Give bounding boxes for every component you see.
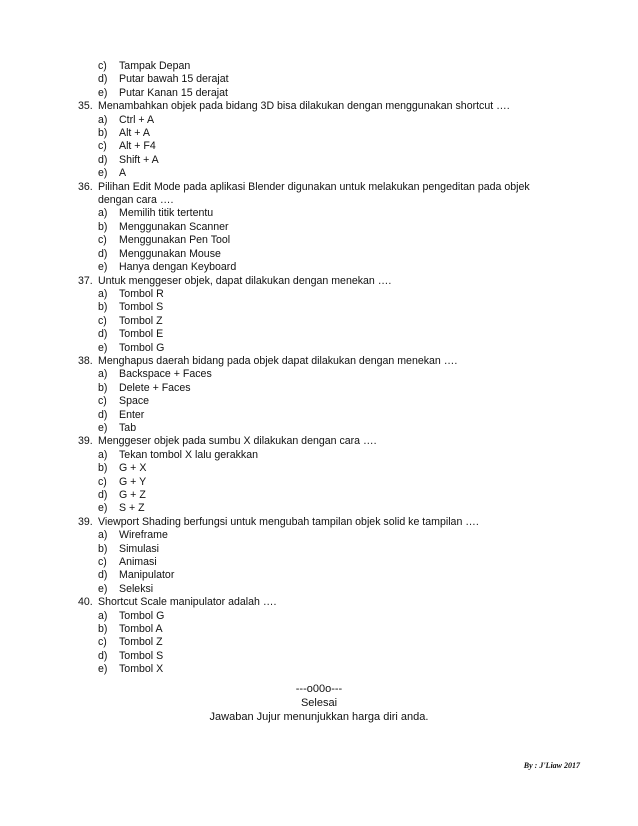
option-text: Tombol G: [119, 609, 165, 622]
question-text: Shortcut Scale manipulator adalah ….: [98, 596, 277, 609]
answer-option: [78, 315, 578, 328]
option-letter: b): [98, 301, 108, 314]
option-letter: d): [98, 328, 108, 341]
question-list: [78, 60, 578, 677]
question-number: 40.: [78, 596, 93, 609]
option-text: Delete + Faces: [119, 381, 191, 394]
answer-option: [78, 489, 578, 502]
option-letter: a): [98, 609, 108, 622]
option-text: Tombol A: [119, 623, 163, 636]
answer-option: [78, 368, 578, 381]
answer-option: [78, 248, 578, 261]
option-letter: a): [98, 368, 108, 381]
answer-option: [78, 301, 578, 314]
answer-option: [78, 342, 578, 355]
answer-option: [78, 543, 578, 556]
option-text: Shift + A: [119, 153, 159, 166]
option-letter: e): [98, 582, 108, 595]
answer-option: [78, 636, 578, 649]
option-text: Space: [119, 395, 150, 408]
option-text: S + Z: [119, 502, 145, 515]
option-text: Tombol X: [119, 663, 164, 676]
option-letter: a): [98, 113, 108, 126]
option-letter: e): [98, 341, 108, 354]
option-letter: d): [98, 649, 108, 662]
option-text: Tombol S: [119, 649, 164, 662]
option-letter: d): [98, 408, 108, 421]
option-text: Putar bawah 15 derajat: [119, 73, 229, 86]
answer-option: [78, 87, 578, 100]
option-text: Manipulator: [119, 569, 175, 582]
question-number: 38.: [78, 354, 93, 367]
question-line: [78, 100, 578, 113]
option-letter: d): [98, 489, 108, 501]
answer-option: [78, 462, 578, 475]
option-text: G + Y: [119, 475, 147, 488]
answer-option: [78, 207, 578, 220]
option-letter: e): [98, 502, 108, 515]
option-letter: d): [98, 569, 108, 582]
question-number: 39.: [78, 515, 93, 528]
option-letter: c): [98, 314, 107, 327]
option-letter: a): [98, 448, 108, 461]
question-text: Untuk menggeser objek, dapat dilakukan dengan menekan ….: [98, 274, 392, 287]
option-letter: b): [98, 127, 108, 140]
option-text: Tombol G: [119, 341, 165, 354]
option-text: Menggunakan Pen Tool: [119, 234, 231, 247]
answer-option: [78, 476, 578, 489]
question-number: 36.: [78, 180, 93, 193]
answer-option: [78, 167, 578, 180]
answer-option: [78, 261, 578, 274]
option-text: G + Z: [119, 489, 146, 501]
option-text: Alt + F4: [119, 140, 156, 153]
option-text: G + X: [119, 462, 147, 475]
document-footer: [0, 682, 638, 724]
answer-option: [78, 409, 578, 422]
option-text: Putar Kanan 15 derajat: [119, 86, 228, 99]
answer-option: [78, 422, 578, 435]
option-text: Memilih titik tertentu: [119, 207, 214, 220]
option-text: Tekan tombol X lalu gerakkan: [119, 448, 258, 461]
question-line: [78, 181, 578, 194]
option-text: Alt + A: [119, 127, 150, 140]
answer-option: [78, 663, 578, 676]
answer-option: [78, 140, 578, 153]
question-line: [78, 435, 578, 448]
answer-option: [78, 583, 578, 596]
answer-option: [78, 382, 578, 395]
option-letter: b): [98, 220, 108, 233]
question-line: [78, 355, 578, 368]
option-text: Ctrl + A: [119, 113, 155, 126]
answer-option: [78, 114, 578, 127]
option-text: Enter: [119, 408, 145, 421]
option-text: Tombol E: [119, 328, 164, 341]
option-letter: a): [98, 529, 108, 542]
answer-option: [78, 556, 578, 569]
answer-option: [78, 234, 578, 247]
question-text: Menambahkan objek pada bidang 3D bisa dilakukan dengan menggunakan shortcut ….: [98, 100, 510, 113]
option-text: Simulasi: [119, 542, 160, 555]
option-letter: c): [98, 636, 107, 649]
answer-option: [78, 73, 578, 86]
answer-option: [78, 449, 578, 462]
answer-option: [78, 221, 578, 234]
option-letter: c): [98, 556, 107, 569]
question-number: 39.: [78, 435, 93, 448]
question-number: 37.: [78, 274, 93, 287]
option-letter: a): [98, 287, 108, 300]
question-text: Viewport Shading berfungsi untuk mengubah tampilan objek solid ke tampilan ….: [98, 515, 479, 528]
option-text: Hanya dengan Keyboard: [119, 261, 237, 274]
option-text: Tampak Depan: [119, 60, 191, 72]
author-signature: By : J'Liaw 2017: [523, 761, 580, 770]
question-text: Pilihan Edit Mode pada aplikasi Blender digunakan untuk melakukan pengeditan pada objek: [98, 180, 530, 193]
option-text: A: [119, 167, 127, 180]
answer-option: [78, 60, 578, 73]
option-text: Tombol R: [119, 287, 164, 300]
option-letter: e): [98, 421, 108, 434]
question-line: [78, 596, 578, 609]
option-letter: b): [98, 623, 108, 636]
question-text: Menggeser objek pada sumbu X dilakukan dengan cara ….: [98, 435, 377, 448]
answer-option: [78, 288, 578, 301]
option-letter: c): [98, 395, 107, 408]
question-line: [78, 275, 578, 288]
footer-end-text: Selesai: [300, 697, 338, 709]
option-letter: d): [98, 153, 108, 166]
option-letter: c): [98, 140, 107, 153]
option-letter: e): [98, 86, 108, 99]
option-letter: a): [98, 207, 108, 220]
question-text: dengan cara ….: [98, 194, 174, 207]
option-text: Tombol Z: [119, 636, 163, 649]
option-text: Backspace + Faces: [119, 368, 212, 381]
answer-option: [78, 569, 578, 582]
question-text: Menghapus daerah bidang pada objek dapat dilakukan dengan menekan ….: [98, 354, 458, 367]
answer-option: [78, 127, 578, 140]
option-letter: e): [98, 167, 108, 180]
footer-ornament: ---o00o---: [295, 683, 343, 695]
footer-motto: Jawaban Jujur menunjukkan harga diri anda.: [209, 711, 429, 723]
option-text: Menggunakan Mouse: [119, 247, 221, 260]
answer-option: [78, 529, 578, 542]
option-letter: c): [98, 60, 107, 72]
option-text: Menggunakan Scanner: [119, 220, 229, 233]
option-letter: b): [98, 462, 108, 475]
answer-option: [78, 154, 578, 167]
answer-option: [78, 502, 578, 515]
option-letter: e): [98, 261, 108, 274]
option-letter: d): [98, 247, 108, 260]
answer-option: [78, 610, 578, 623]
answer-option: [78, 395, 578, 408]
option-letter: e): [98, 663, 108, 676]
option-text: Tombol S: [119, 301, 164, 314]
option-text: Seleksi: [119, 582, 154, 595]
answer-option: [78, 328, 578, 341]
option-letter: b): [98, 542, 108, 555]
option-text: Tab: [119, 421, 137, 434]
option-letter: c): [98, 475, 107, 488]
answer-option: [78, 623, 578, 636]
option-letter: c): [98, 234, 107, 247]
option-text: Animasi: [119, 556, 157, 569]
option-text: Tombol Z: [119, 314, 163, 327]
option-letter: b): [98, 381, 108, 394]
option-letter: d): [98, 73, 108, 86]
question-continuation: [78, 194, 578, 207]
question-line: [78, 516, 578, 529]
option-text: Wireframe: [119, 529, 168, 542]
answer-option: [78, 650, 578, 663]
question-number: 35.: [78, 100, 93, 113]
